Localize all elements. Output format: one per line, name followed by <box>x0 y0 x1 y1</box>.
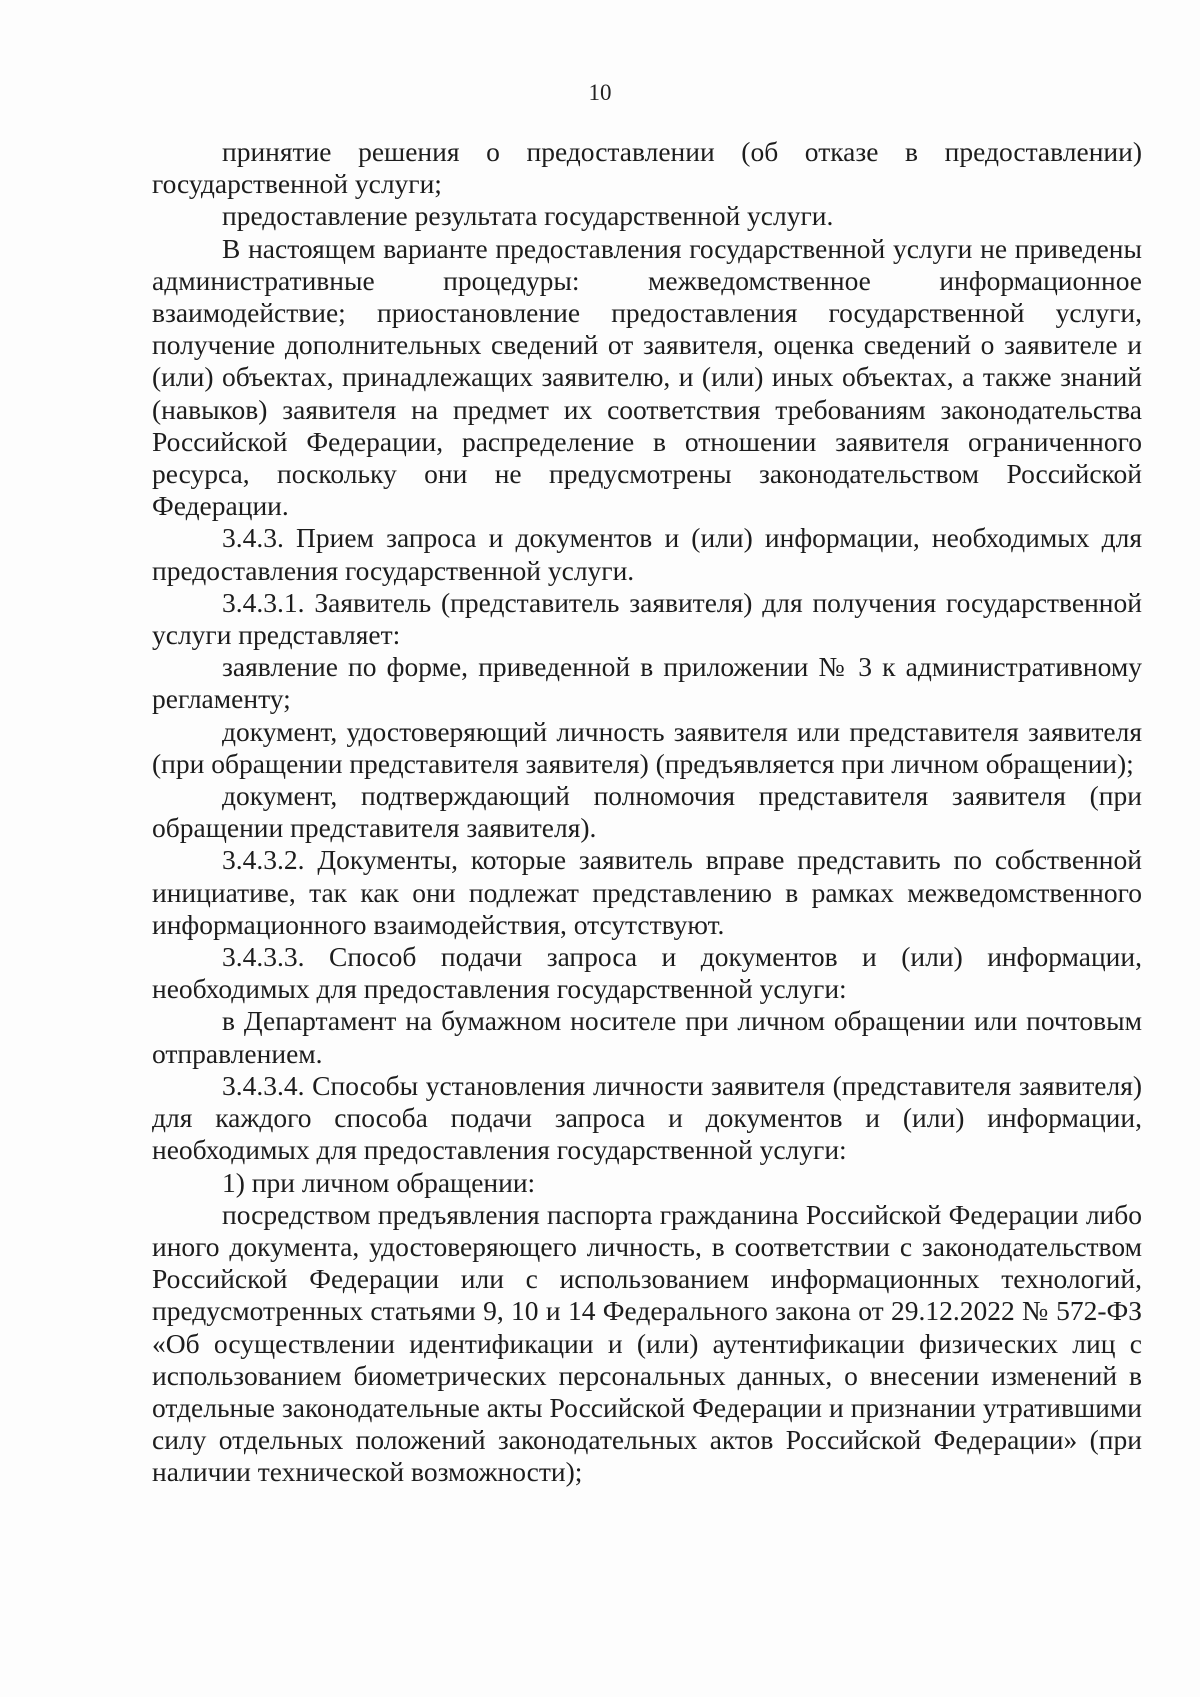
paragraph: предоставление результата государственной услуги. <box>222 200 834 232</box>
page-number: 10 <box>588 80 612 105</box>
paragraph: 3.4.3.4. Способы установления личности заявителя (представителя заявителя) для каждого способа подачи запроса и документов и (или) информации, необходимых для предоставления государственной услуги: <box>152 1069 1142 1166</box>
paragraph: 3.4.3.1. Заявитель (представитель заявителя) для получения государственной услуги представляет: <box>152 586 1142 651</box>
paragraph: документ, удостоверяющий личность заявителя или представителя заявителя (при обращении представителя заявителя) (предъявляется при личном обращении); <box>152 715 1142 779</box>
paragraph: в Департамент на бумажном носителе при личном обращении или почтовым отправлением. <box>152 1005 1142 1069</box>
paragraph: заявление по форме, приведенной в приложении № 3 к административному регламенту; <box>152 651 1142 715</box>
paragraph: 3.4.3. Прием запроса и документов и (или) информации, необходимых для предоставления государственной услуги. <box>152 522 1142 586</box>
paragraph: принятие решения о предоставлении (об отказе в предоставлении) государственной услуги; <box>152 136 1142 200</box>
paragraph: 3.4.3.3. Способ подачи запроса и документов и (или) информации, необходимых для предоставления государственной услуги: <box>152 941 1142 1005</box>
document-body <box>152 136 1142 1489</box>
paragraph: 3.4.3.2. Документы, которые заявитель вправе представить по собственной инициативе, так как они подлежат представлению в рамках межведомственного информационного взаимодействия, отсутствуют. <box>152 844 1142 940</box>
paragraph: 1) при личном обращении: <box>222 1166 536 1198</box>
paragraph: документ, подтверждающий полномочия представителя заявителя (при обращении представителя заявителя). <box>152 780 1142 844</box>
paragraph: посредством предъявления паспорта гражданина Российской Федерации либо иного документа, удостоверяющего личность, в соответствии с законодательством Российской Федерации или с использованием информационных технологий, предусмотренных статьями 9, 10 и 14 Федерального закона от 29.12.2022 № 572-ФЗ «Об осуществлении идентификации и (или) аутентификации физических лиц с использованием биометрических персональных данных, о внесении изменений в отдельные законодательные акты Российской Федерации и признании утратившими силу отдельных положений законодательных актов Российской Федерации» (при наличии технической возможности); <box>152 1198 1142 1488</box>
paragraph: В настоящем варианте предоставления государственной услуги не приведены административные процедуры: межведомственное информационное взаимодействие; приостановление предоставления государственной услуги, получение дополнительных сведений от заявителя, оценка сведений о заявителе и (или) объектах, принадлежащих заявителю, и (или) иных объектах, а также знаний (навыков) заявителя на предмет их соответствия требованиям законодательства Российской Федерации, распределение в отношении заявителя ограниченного ресурса, поскольку они не предусмотрены законодательством Российской Федерации. <box>152 232 1142 522</box>
